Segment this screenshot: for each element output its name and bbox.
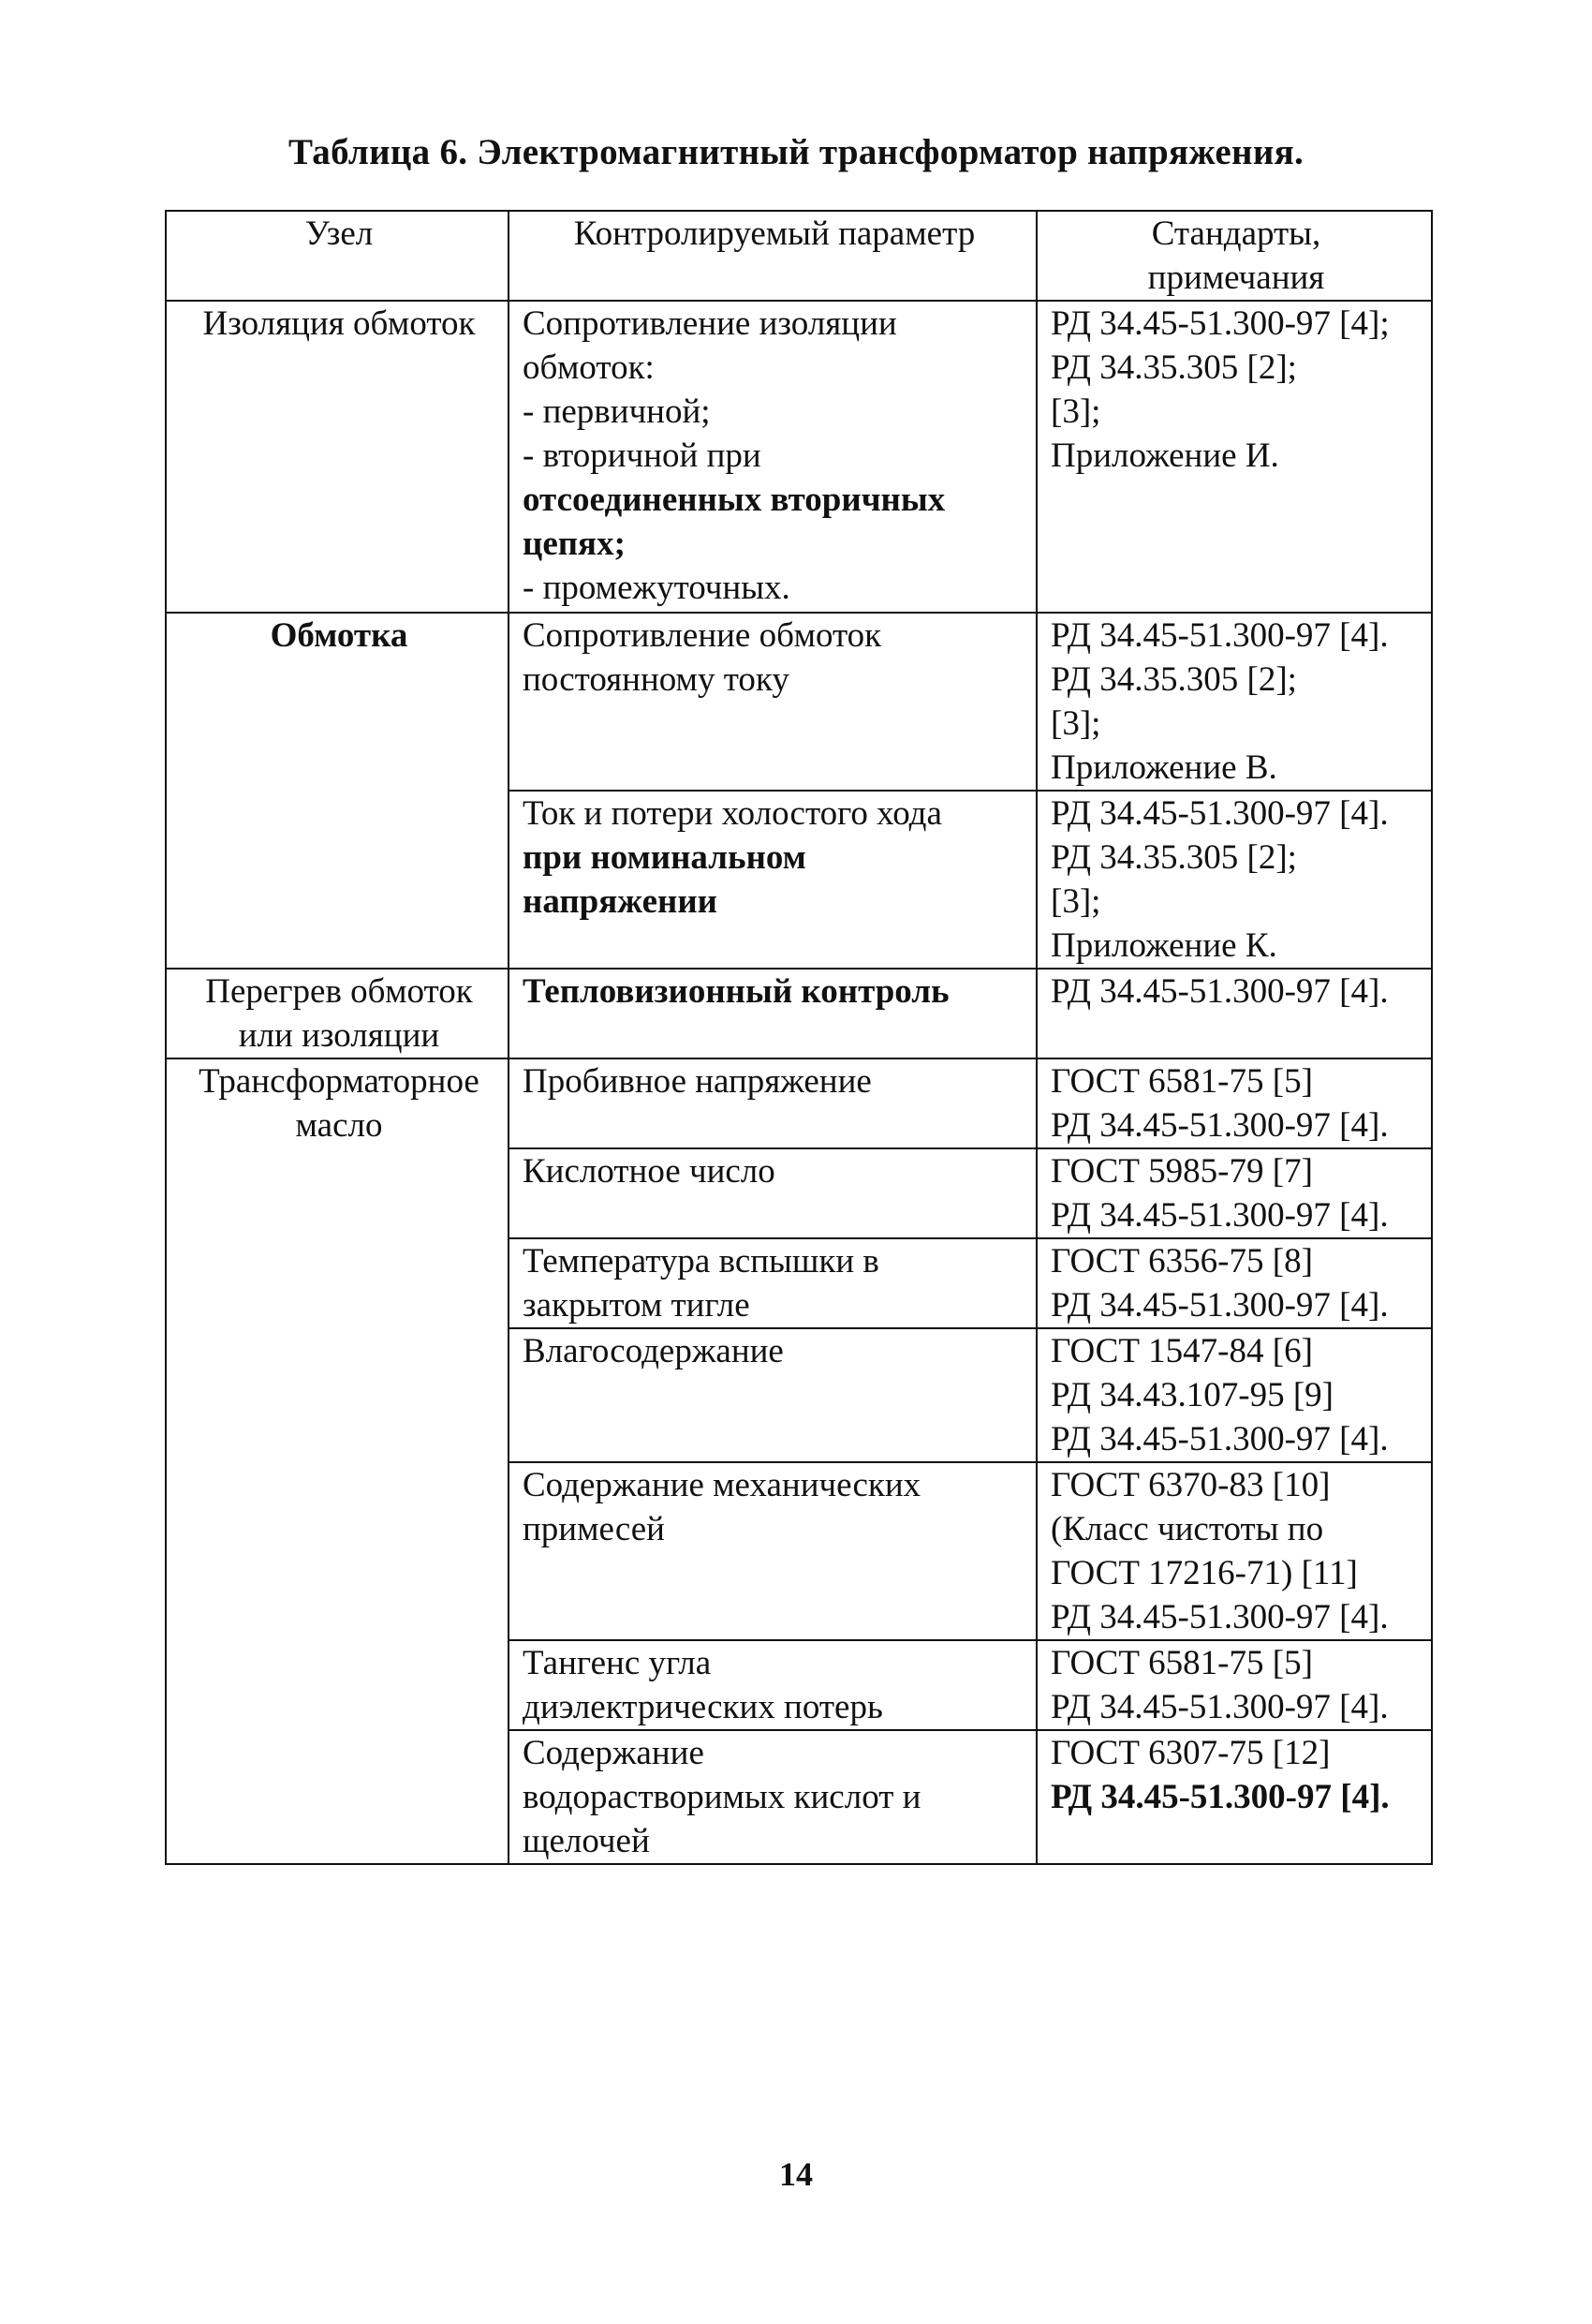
standards-line: ГОСТ 1547-84 [6] — [1051, 1332, 1313, 1370]
parameter-cell — [509, 1058, 1037, 1148]
standards-line: [3]; — [1051, 392, 1101, 431]
standards-line: Приложение В. — [1051, 748, 1277, 787]
parameter-line: - промежуточных. — [523, 569, 790, 607]
parameter-line: цепях; — [523, 525, 626, 563]
table-row — [166, 1058, 1432, 1148]
table-row — [166, 613, 1432, 791]
table-title: Таблица 6. Электромагнитный трансформатор напряжения. — [287, 132, 1305, 172]
standards-cell — [1037, 1058, 1432, 1148]
standards-cell — [1037, 1640, 1432, 1730]
standards-line: ГОСТ 6581-75 [5] — [1051, 1062, 1313, 1101]
transformer-table — [165, 210, 1433, 1865]
standards-cell — [1037, 1462, 1432, 1640]
header-parameter — [509, 211, 1037, 301]
standards-line: РД 34.45-51.300-97 [4]; — [1051, 304, 1390, 343]
parameter-line: при номинальном — [523, 838, 806, 877]
table-row — [166, 301, 1432, 613]
parameter-cell — [509, 1640, 1037, 1730]
parameter-line: Температура вспышки в — [523, 1242, 879, 1280]
parameter-line: Сопротивление обмоток — [523, 616, 882, 655]
standards-line: РД 34.45-51.300-97 [4]. — [1051, 1196, 1389, 1235]
parameter-line: - первичной; — [523, 392, 711, 431]
table-row — [166, 969, 1432, 1058]
node-label: Трансформаторное — [199, 1062, 479, 1101]
standards-line: РД 34.43.107-95 [9] — [1051, 1376, 1334, 1414]
standards-line: Приложение И. — [1051, 437, 1279, 475]
standards-cell — [1037, 969, 1432, 1058]
standards-line: РД 34.35.305 [2]; — [1051, 838, 1297, 877]
parameter-line: примесей — [523, 1510, 665, 1548]
standards-cell — [1037, 1328, 1432, 1462]
standards-line: Приложение К. — [1051, 926, 1277, 965]
node-label: Обмотка — [270, 616, 408, 655]
parameter-line: Сопротивление изоляции — [523, 304, 897, 343]
standards-line: ГОСТ 6356-75 [8] — [1051, 1242, 1313, 1280]
parameter-line: Тангенс угла — [523, 1644, 712, 1682]
standards-line: РД 34.45-51.300-97 [4]. — [1051, 972, 1389, 1011]
parameter-cell — [509, 613, 1037, 791]
standards-line: РД 34.35.305 [2]; — [1051, 348, 1297, 387]
node-cell — [166, 1058, 509, 1864]
header-standards-line: Стандарты, — [1151, 215, 1321, 253]
standards-cell — [1037, 1238, 1432, 1328]
standards-line: РД 34.45-51.300-97 [4]. — [1051, 1598, 1389, 1636]
parameter-line: закрытом тигле — [523, 1286, 750, 1325]
parameter-line: Тепловизионный контроль — [523, 972, 950, 1011]
standards-cell — [1037, 1730, 1432, 1864]
parameter-line: диэлектрических потерь — [523, 1688, 883, 1726]
header-standards-line: примечания — [1147, 259, 1325, 297]
parameter-line: постоянному току — [523, 660, 789, 699]
standards-cell — [1037, 613, 1432, 791]
parameter-line: напряжении — [523, 882, 717, 921]
standards-line: РД 34.45-51.300-97 [4]. — [1051, 616, 1389, 655]
standards-cell — [1037, 1148, 1432, 1238]
parameter-cell — [509, 969, 1037, 1058]
parameter-cell — [509, 1238, 1037, 1328]
standards-line: РД 34.45-51.300-97 [4]. — [1051, 1420, 1389, 1458]
standards-line: ГОСТ 5985-79 [7] — [1051, 1152, 1313, 1191]
standards-line: ГОСТ 6307-75 [12] — [1051, 1734, 1331, 1772]
parameter-cell — [509, 791, 1037, 969]
page-number: 14 — [779, 2155, 813, 2193]
header-node-label: Узел — [304, 215, 374, 253]
header-node — [166, 211, 509, 301]
parameter-line: Ток и потери холостого хода — [523, 794, 942, 833]
parameter-cell — [509, 1730, 1037, 1864]
header-standards — [1037, 211, 1432, 301]
node-cell — [166, 613, 509, 969]
standards-line: [3]; — [1051, 704, 1101, 743]
parameter-cell — [509, 1328, 1037, 1462]
parameter-line: Пробивное напряжение — [523, 1062, 872, 1101]
standards-line: РД 34.45-51.300-97 [4]. — [1051, 1286, 1389, 1325]
node-cell — [166, 969, 509, 1058]
standards-line: (Класс чистоты по — [1051, 1510, 1324, 1548]
node-label: масло — [295, 1106, 383, 1145]
standards-line: ГОСТ 17216-71) [11] — [1051, 1554, 1358, 1592]
node-label: Перегрев обмоток — [205, 972, 473, 1011]
standards-line: РД 34.45-51.300-97 [4]. — [1051, 1106, 1389, 1145]
standards-line: РД 34.45-51.300-97 [4]. — [1051, 794, 1389, 833]
parameter-cell — [509, 301, 1037, 613]
parameter-line: Содержание — [523, 1734, 704, 1772]
parameter-line: Кислотное число — [523, 1152, 775, 1191]
standards-line: РД 34.45-51.300-97 [4]. — [1051, 1688, 1389, 1726]
parameter-line: обмоток: — [523, 348, 655, 387]
standards-line: РД 34.35.305 [2]; — [1051, 660, 1297, 699]
header-parameter-label: Контролируемый параметр — [573, 215, 976, 253]
standards-cell — [1037, 791, 1432, 969]
node-cell — [166, 301, 509, 613]
parameter-line: Влагосодержание — [523, 1332, 784, 1370]
standards-line: РД 34.45-51.300-97 [4]. — [1051, 1778, 1390, 1816]
standards-line: ГОСТ 6581-75 [5] — [1051, 1644, 1313, 1682]
standards-line: [3]; — [1051, 882, 1101, 921]
standards-cell — [1037, 301, 1432, 613]
parameter-cell — [509, 1148, 1037, 1238]
node-label: Изоляция обмоток — [202, 304, 476, 343]
table-header-row — [166, 211, 1432, 301]
node-label: или изоляции — [238, 1016, 440, 1055]
standards-line: ГОСТ 6370-83 [10] — [1051, 1466, 1331, 1504]
parameter-cell — [509, 1462, 1037, 1640]
parameter-line: - вторичной при — [523, 437, 761, 475]
parameter-line: отсоединенных вторичных — [523, 481, 946, 519]
parameter-line: Содержание механических — [523, 1466, 921, 1504]
parameter-line: водорастворимых кислот и — [523, 1778, 921, 1816]
parameter-line: щелочей — [523, 1822, 650, 1860]
